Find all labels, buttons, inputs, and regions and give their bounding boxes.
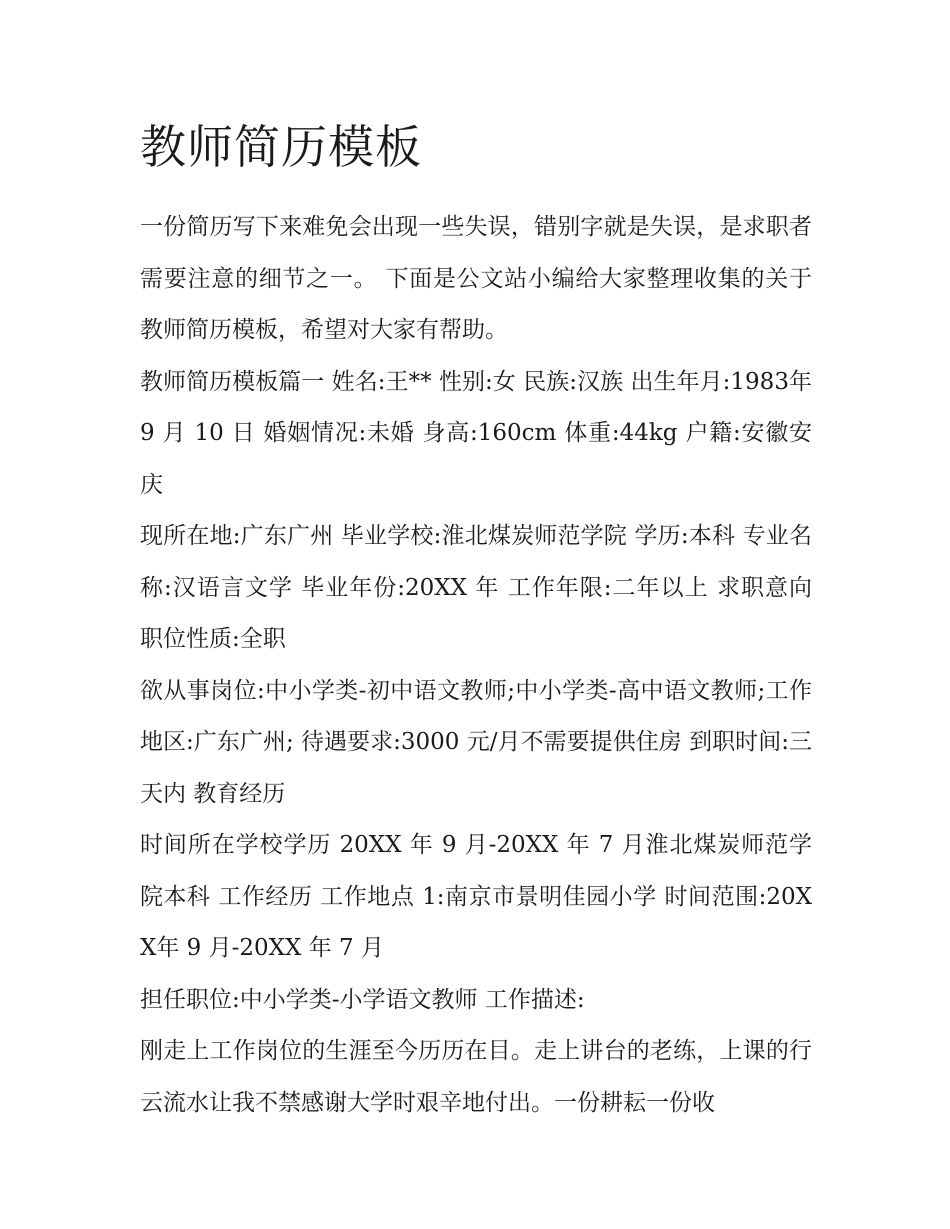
job-intent-paragraph: 欲从事岗位:中小学类-初中语文教师;中小学类-高中语文教师;工作地区:广东广州; 待遇要求:3000 元/月不需要提供住房 到职时间:三天内 教育经历 <box>140 677 812 807</box>
position-paragraph: 担任职位:中小学类-小学语文教师 工作描述: <box>140 986 585 1013</box>
location-school-paragraph: 现所在地:广东广州 毕业学校:淮北煤炭师范学院 学历:本科 专业名称:汉语言文学 毕业年份:20XX 年 工作年限:二年以上 求职意向 职位性质:全职 <box>140 523 812 652</box>
personal-info-paragraph: 教师简历模板篇一 姓名:王** 性别:女 民族:汉族 出生年月:1983年 9 月 10 日 婚姻情况:未婚 身高:160cm 体重:44kg 户籍:安徽安庆 <box>140 368 812 498</box>
document-page <box>140 112 812 1129</box>
work-description-paragraph: 刚走上工作岗位的生涯至今历历在目。走上讲台的老练，上课的行云流水让我不禁感谢大学时艰辛地付出。一份耕耘一份收 <box>140 1038 812 1116</box>
document-title: 教师简历模板 <box>140 120 422 174</box>
intro-paragraph: 一份简历写下来难免会出现一些失误，错别字就是失误，是求职者需要注意的细节之一。 下面是公文站小编给大家整理收集的关于教师简历模板，希望对大家有帮助。 <box>140 214 812 343</box>
education-work-paragraph: 时间所在学校学历 20XX 年 9 月-20XX 年 7 月淮北煤炭师范学院本科 工作经历 工作地点 1:南京市景明佳园小学 时间范围:20XX年 9 月-20XX 年 7 月 <box>140 832 812 961</box>
